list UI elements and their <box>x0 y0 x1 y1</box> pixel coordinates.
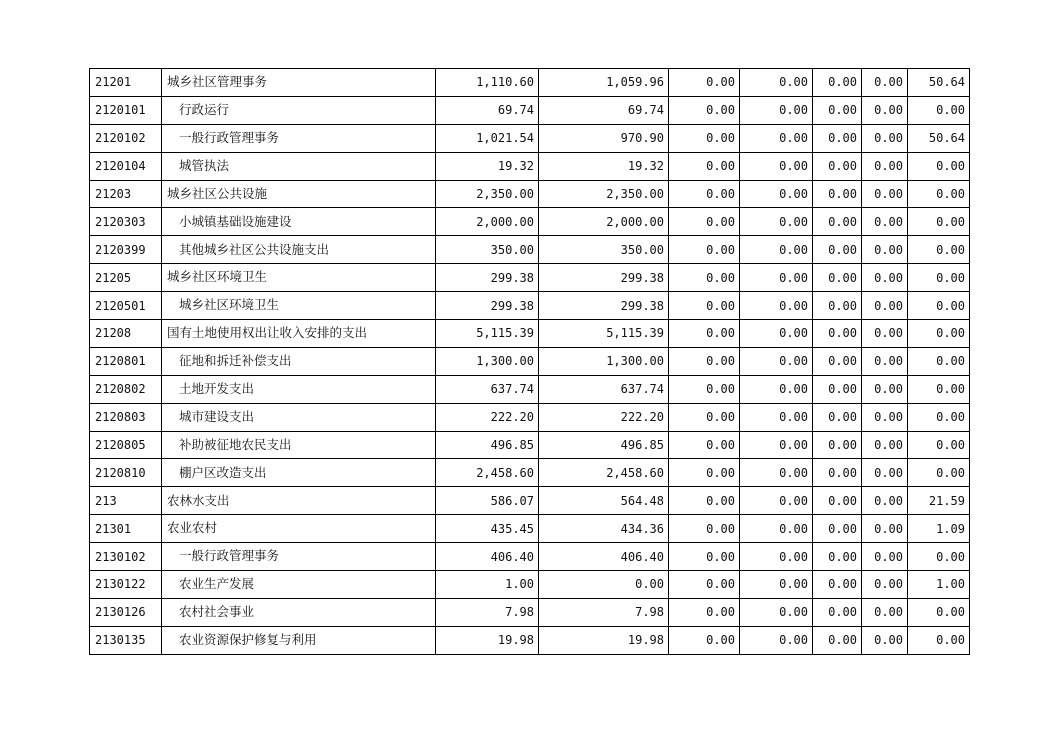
amount-cell: 0.00 <box>862 571 908 599</box>
amount-cell: 0.00 <box>862 347 908 375</box>
amount-cell: 69.74 <box>436 96 539 124</box>
amount-cell: 0.00 <box>908 375 970 403</box>
amount-cell: 2,350.00 <box>539 180 669 208</box>
subject-code-cell: 2120810 <box>90 459 162 487</box>
amount-cell: 435.45 <box>436 515 539 543</box>
amount-cell: 0.00 <box>669 236 740 264</box>
subject-code-cell: 2130122 <box>90 571 162 599</box>
subject-name-cell: 土地开发支出 <box>162 375 436 403</box>
amount-cell: 0.00 <box>740 208 813 236</box>
subject-name-cell: 城乡社区环境卫生 <box>162 292 436 320</box>
amount-cell: 0.00 <box>862 487 908 515</box>
amount-cell: 0.00 <box>740 347 813 375</box>
amount-cell: 970.90 <box>539 124 669 152</box>
table-row <box>90 124 970 152</box>
subject-code-cell: 2120803 <box>90 403 162 431</box>
amount-cell: 0.00 <box>862 236 908 264</box>
amount-cell: 0.00 <box>908 459 970 487</box>
amount-cell: 0.00 <box>862 96 908 124</box>
amount-cell: 0.00 <box>813 124 862 152</box>
subject-name-cell: 农村社会事业 <box>162 598 436 626</box>
subject-code-cell: 2130126 <box>90 598 162 626</box>
amount-cell: 0.00 <box>669 124 740 152</box>
table-row <box>90 69 970 97</box>
amount-cell: 299.38 <box>436 264 539 292</box>
table-row <box>90 375 970 403</box>
amount-cell: 69.74 <box>539 96 669 124</box>
amount-cell: 299.38 <box>539 292 669 320</box>
amount-cell: 5,115.39 <box>436 320 539 348</box>
amount-cell: 0.00 <box>740 236 813 264</box>
amount-cell: 406.40 <box>436 543 539 571</box>
subject-code-cell: 2120102 <box>90 124 162 152</box>
amount-cell: 0.00 <box>740 515 813 543</box>
amount-cell: 2,350.00 <box>436 180 539 208</box>
table-row <box>90 208 970 236</box>
subject-name-cell: 补助被征地农民支出 <box>162 431 436 459</box>
amount-cell: 0.00 <box>813 515 862 543</box>
amount-cell: 0.00 <box>862 459 908 487</box>
subject-name-cell: 农业资源保护修复与利用 <box>162 626 436 654</box>
subject-name-cell: 征地和拆迁补偿支出 <box>162 347 436 375</box>
subject-name-cell: 棚户区改造支出 <box>162 459 436 487</box>
subject-code-cell: 2130102 <box>90 543 162 571</box>
amount-cell: 0.00 <box>862 598 908 626</box>
amount-cell: 434.36 <box>539 515 669 543</box>
amount-cell: 1,300.00 <box>539 347 669 375</box>
amount-cell: 0.00 <box>862 431 908 459</box>
amount-cell: 299.38 <box>539 264 669 292</box>
amount-cell: 0.00 <box>813 320 862 348</box>
amount-cell: 0.00 <box>669 292 740 320</box>
amount-cell: 0.00 <box>813 96 862 124</box>
amount-cell: 2,458.60 <box>436 459 539 487</box>
amount-cell: 0.00 <box>813 236 862 264</box>
subject-code-cell: 2120104 <box>90 152 162 180</box>
amount-cell: 0.00 <box>740 180 813 208</box>
amount-cell: 0.00 <box>669 320 740 348</box>
amount-cell: 0.00 <box>813 69 862 97</box>
amount-cell: 0.00 <box>813 180 862 208</box>
amount-cell: 0.00 <box>908 543 970 571</box>
subject-name-cell: 国有土地使用权出让收入安排的支出 <box>162 320 436 348</box>
amount-cell: 0.00 <box>908 347 970 375</box>
amount-cell: 0.00 <box>669 459 740 487</box>
amount-cell: 0.00 <box>740 459 813 487</box>
amount-cell: 0.00 <box>813 347 862 375</box>
amount-cell: 0.00 <box>908 208 970 236</box>
amount-cell: 0.00 <box>813 264 862 292</box>
amount-cell: 0.00 <box>862 515 908 543</box>
amount-cell: 0.00 <box>813 292 862 320</box>
amount-cell: 0.00 <box>669 208 740 236</box>
amount-cell: 0.00 <box>813 375 862 403</box>
amount-cell: 0.00 <box>908 236 970 264</box>
amount-cell: 0.00 <box>669 69 740 97</box>
amount-cell: 0.00 <box>862 124 908 152</box>
budget-table <box>89 68 970 655</box>
subject-code-cell: 21203 <box>90 180 162 208</box>
table-row <box>90 626 970 654</box>
amount-cell: 0.00 <box>539 571 669 599</box>
table-row <box>90 264 970 292</box>
amount-cell: 0.00 <box>669 598 740 626</box>
amount-cell: 0.00 <box>669 403 740 431</box>
subject-name-cell: 其他城乡社区公共设施支出 <box>162 236 436 264</box>
amount-cell: 0.00 <box>669 543 740 571</box>
amount-cell: 21.59 <box>908 487 970 515</box>
amount-cell: 0.00 <box>740 626 813 654</box>
amount-cell: 1.00 <box>908 571 970 599</box>
amount-cell: 350.00 <box>436 236 539 264</box>
table-body <box>90 69 970 655</box>
amount-cell: 0.00 <box>908 598 970 626</box>
subject-name-cell: 一般行政管理事务 <box>162 543 436 571</box>
amount-cell: 0.00 <box>813 431 862 459</box>
amount-cell: 0.00 <box>740 124 813 152</box>
amount-cell: 0.00 <box>740 152 813 180</box>
amount-cell: 0.00 <box>908 403 970 431</box>
amount-cell: 1,059.96 <box>539 69 669 97</box>
amount-cell: 1,110.60 <box>436 69 539 97</box>
amount-cell: 0.00 <box>669 571 740 599</box>
amount-cell: 0.00 <box>862 180 908 208</box>
subject-code-cell: 213 <box>90 487 162 515</box>
subject-code-cell: 21205 <box>90 264 162 292</box>
subject-code-cell: 21301 <box>90 515 162 543</box>
amount-cell: 0.00 <box>669 264 740 292</box>
amount-cell: 0.00 <box>862 292 908 320</box>
amount-cell: 19.32 <box>436 152 539 180</box>
amount-cell: 7.98 <box>436 598 539 626</box>
table-row <box>90 515 970 543</box>
amount-cell: 2,000.00 <box>539 208 669 236</box>
subject-name-cell: 行政运行 <box>162 96 436 124</box>
table-row <box>90 152 970 180</box>
subject-code-cell: 2120101 <box>90 96 162 124</box>
subject-code-cell: 21201 <box>90 69 162 97</box>
amount-cell: 0.00 <box>669 515 740 543</box>
amount-cell: 0.00 <box>740 543 813 571</box>
amount-cell: 0.00 <box>813 459 862 487</box>
table-row <box>90 598 970 626</box>
subject-name-cell: 城市建设支出 <box>162 403 436 431</box>
amount-cell: 496.85 <box>539 431 669 459</box>
amount-cell: 222.20 <box>436 403 539 431</box>
subject-code-cell: 2120303 <box>90 208 162 236</box>
amount-cell: 564.48 <box>539 487 669 515</box>
amount-cell: 0.00 <box>740 487 813 515</box>
amount-cell: 0.00 <box>908 96 970 124</box>
amount-cell: 299.38 <box>436 292 539 320</box>
table-row <box>90 292 970 320</box>
amount-cell: 0.00 <box>908 180 970 208</box>
amount-cell: 0.00 <box>908 431 970 459</box>
amount-cell: 0.00 <box>813 403 862 431</box>
amount-cell: 0.00 <box>862 320 908 348</box>
subject-name-cell: 城管执法 <box>162 152 436 180</box>
amount-cell: 0.00 <box>740 69 813 97</box>
amount-cell: 637.74 <box>539 375 669 403</box>
amount-cell: 0.00 <box>908 320 970 348</box>
table-row <box>90 459 970 487</box>
amount-cell: 0.00 <box>813 571 862 599</box>
amount-cell: 0.00 <box>862 543 908 571</box>
amount-cell: 1,300.00 <box>436 347 539 375</box>
amount-cell: 19.98 <box>539 626 669 654</box>
amount-cell: 1.09 <box>908 515 970 543</box>
subject-code-cell: 2130135 <box>90 626 162 654</box>
amount-cell: 637.74 <box>436 375 539 403</box>
amount-cell: 19.98 <box>436 626 539 654</box>
table-row <box>90 487 970 515</box>
amount-cell: 0.00 <box>862 152 908 180</box>
amount-cell: 0.00 <box>740 403 813 431</box>
subject-code-cell: 2120399 <box>90 236 162 264</box>
amount-cell: 50.64 <box>908 69 970 97</box>
amount-cell: 0.00 <box>669 152 740 180</box>
table-row <box>90 236 970 264</box>
table-row <box>90 403 970 431</box>
table-row <box>90 431 970 459</box>
amount-cell: 0.00 <box>669 626 740 654</box>
amount-cell: 406.40 <box>539 543 669 571</box>
table-row <box>90 96 970 124</box>
amount-cell: 19.32 <box>539 152 669 180</box>
subject-name-cell: 一般行政管理事务 <box>162 124 436 152</box>
amount-cell: 0.00 <box>862 69 908 97</box>
amount-cell: 0.00 <box>908 264 970 292</box>
subject-name-cell: 农林水支出 <box>162 487 436 515</box>
amount-cell: 0.00 <box>908 626 970 654</box>
subject-code-cell: 2120501 <box>90 292 162 320</box>
subject-code-cell: 2120801 <box>90 347 162 375</box>
amount-cell: 0.00 <box>669 347 740 375</box>
subject-name-cell: 城乡社区公共设施 <box>162 180 436 208</box>
amount-cell: 0.00 <box>740 264 813 292</box>
amount-cell: 222.20 <box>539 403 669 431</box>
amount-cell: 350.00 <box>539 236 669 264</box>
amount-cell: 2,000.00 <box>436 208 539 236</box>
amount-cell: 0.00 <box>740 292 813 320</box>
amount-cell: 0.00 <box>813 543 862 571</box>
table-row <box>90 347 970 375</box>
amount-cell: 0.00 <box>669 96 740 124</box>
subject-name-cell: 农业农村 <box>162 515 436 543</box>
amount-cell: 586.07 <box>436 487 539 515</box>
subject-name-cell: 城乡社区管理事务 <box>162 69 436 97</box>
amount-cell: 5,115.39 <box>539 320 669 348</box>
amount-cell: 0.00 <box>862 375 908 403</box>
subject-name-cell: 农业生产发展 <box>162 571 436 599</box>
amount-cell: 0.00 <box>862 208 908 236</box>
amount-cell: 50.64 <box>908 124 970 152</box>
amount-cell: 0.00 <box>669 431 740 459</box>
amount-cell: 0.00 <box>813 598 862 626</box>
amount-cell: 0.00 <box>740 375 813 403</box>
amount-cell: 0.00 <box>813 487 862 515</box>
amount-cell: 0.00 <box>813 626 862 654</box>
subject-code-cell: 21208 <box>90 320 162 348</box>
subject-code-cell: 2120802 <box>90 375 162 403</box>
amount-cell: 1.00 <box>436 571 539 599</box>
amount-cell: 0.00 <box>740 431 813 459</box>
amount-cell: 0.00 <box>862 626 908 654</box>
amount-cell: 7.98 <box>539 598 669 626</box>
amount-cell: 0.00 <box>908 152 970 180</box>
amount-cell: 2,458.60 <box>539 459 669 487</box>
table-row <box>90 320 970 348</box>
subject-name-cell: 小城镇基础设施建设 <box>162 208 436 236</box>
amount-cell: 0.00 <box>740 571 813 599</box>
amount-cell: 0.00 <box>669 487 740 515</box>
amount-cell: 0.00 <box>669 180 740 208</box>
table-row <box>90 571 970 599</box>
amount-cell: 0.00 <box>813 208 862 236</box>
amount-cell: 0.00 <box>862 403 908 431</box>
amount-cell: 1,021.54 <box>436 124 539 152</box>
amount-cell: 0.00 <box>669 375 740 403</box>
amount-cell: 0.00 <box>813 152 862 180</box>
subject-code-cell: 2120805 <box>90 431 162 459</box>
table-row <box>90 180 970 208</box>
amount-cell: 0.00 <box>740 320 813 348</box>
amount-cell: 0.00 <box>908 292 970 320</box>
subject-name-cell: 城乡社区环境卫生 <box>162 264 436 292</box>
amount-cell: 0.00 <box>740 598 813 626</box>
table-row <box>90 543 970 571</box>
amount-cell: 0.00 <box>740 96 813 124</box>
amount-cell: 496.85 <box>436 431 539 459</box>
amount-cell: 0.00 <box>862 264 908 292</box>
